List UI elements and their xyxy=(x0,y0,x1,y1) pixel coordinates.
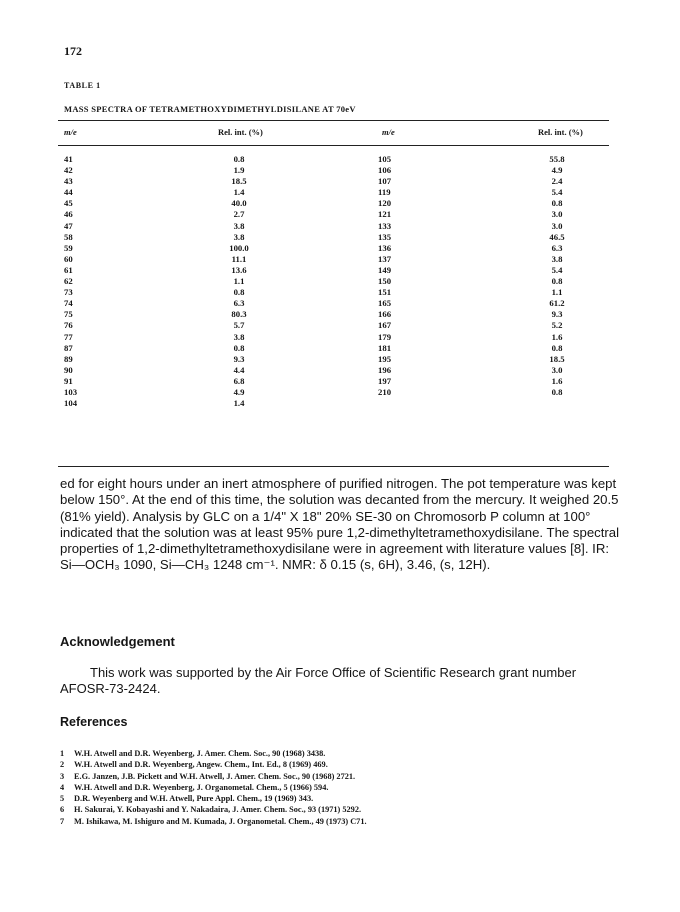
table-cell: 1.4 xyxy=(233,398,245,409)
table-row xyxy=(64,354,610,365)
table-cell: 61.2 xyxy=(549,298,565,309)
table-row xyxy=(64,276,610,287)
table-row xyxy=(64,165,610,176)
table-cell: 1.6 xyxy=(551,331,563,342)
table-cell: 120 xyxy=(378,198,392,209)
table-row xyxy=(64,387,610,398)
reference-number: 6 xyxy=(60,805,65,815)
table-cell: 5.4 xyxy=(551,187,563,198)
table-cell: 179 xyxy=(378,331,392,342)
table-row xyxy=(64,209,610,220)
table-cell: 3.0 xyxy=(551,209,563,220)
table-cell: 2.4 xyxy=(551,176,563,187)
table-cell: 43 xyxy=(64,176,73,187)
table-cell: 46.5 xyxy=(549,231,565,242)
table-row xyxy=(64,176,610,187)
table-row xyxy=(64,343,610,354)
table-cell: 6.3 xyxy=(233,298,245,309)
table-cell: 0.8 xyxy=(233,154,245,164)
table-cell: 210 xyxy=(378,386,392,397)
table-row xyxy=(64,376,610,387)
reference-number: 2 xyxy=(60,760,65,770)
reference-item xyxy=(60,782,620,793)
table-row xyxy=(64,298,610,309)
table-cell: 18.5 xyxy=(549,353,565,364)
table-cell: 103 xyxy=(64,386,78,397)
table-cell: 58 xyxy=(64,231,73,242)
table-cell: 61 xyxy=(64,264,73,275)
body-paragraph-text: ed for eight hours under an inert atmosphere of purified nitrogen. The pot temperature was kept below 150°. At the end of this time, the solution was decanted from the mercury. It weighed 20.5 (81% yield). Analysis by GLC on a 1/4" X 18" 20% SE-30 on Chromosorb P column at 100° indicated that the solution was at least 95% pure 1,2-dimethyltetramethoxydisilane. The spectral properties of 1,2-dimethyltetramethoxydisilane were in agreement with literature values [8]. IR: Si—OCH₃ 1090, Si—CH₃ 1248 cm⁻¹. NMR: δ 0.15 (s, 6H), 3.46, (s, 12H). xyxy=(60,476,620,573)
table-cell: 3.8 xyxy=(233,331,245,342)
reference-text: M. Ishikawa, M. Ishiguro and M. Kumada, J. Organometal. Chem., 49 (1973) C71. xyxy=(74,816,367,826)
page-number: 172 xyxy=(64,44,82,58)
table-row xyxy=(64,154,610,165)
table-cell: 107 xyxy=(378,176,392,187)
table-cell: 5.7 xyxy=(233,320,245,331)
acknowledgement-text: This work was supported by the Air Force Office of Scientific Research grant number AFOSR-73-2424. xyxy=(60,665,577,696)
table-cell: 90 xyxy=(64,364,73,375)
table-cell: 47 xyxy=(64,220,73,231)
table-row xyxy=(64,398,610,409)
table-cell: 165 xyxy=(378,298,392,309)
table-cell: 80.3 xyxy=(231,309,247,320)
table-header-rule xyxy=(58,145,609,146)
table-cell: 105 xyxy=(378,154,392,164)
table-row xyxy=(64,221,610,232)
table-cell: 3.8 xyxy=(551,253,563,264)
table-cell: 55.8 xyxy=(549,154,565,164)
table-cell: 75 xyxy=(64,309,73,320)
table-cell: 0.8 xyxy=(233,287,245,298)
reference-text: W.H. Atwell and D.R. Weyenberg, J. Organometal. Chem., 5 (1966) 594. xyxy=(74,782,329,792)
table-cell: 89 xyxy=(64,353,73,364)
table-cell: 42 xyxy=(64,165,73,176)
body-paragraph xyxy=(60,476,620,574)
table-row xyxy=(64,232,610,243)
table-cell: 133 xyxy=(378,220,392,231)
reference-text: D.R. Weyenberg and W.H. Atwell, Pure Appl. Chem., 19 (1969) 343. xyxy=(74,794,314,804)
header-mass-charge-2: m/e xyxy=(382,127,395,137)
table-cell: 151 xyxy=(378,287,392,298)
table-cell: 40.0 xyxy=(231,198,247,209)
table-cell: 3.8 xyxy=(233,220,245,231)
table-cell: 18.5 xyxy=(231,176,247,187)
table-cell: 149 xyxy=(378,264,392,275)
table-cell: 136 xyxy=(378,242,392,253)
table-cell: 150 xyxy=(378,276,392,287)
reference-number: 3 xyxy=(60,771,65,781)
table-cell: 135 xyxy=(378,231,392,242)
table-cell: 6.8 xyxy=(233,375,245,386)
table-label: TABLE 1 xyxy=(64,81,101,90)
table-row xyxy=(64,320,610,331)
table-cell: 104 xyxy=(64,398,78,409)
table-row xyxy=(64,187,610,198)
table-cell: 44 xyxy=(64,187,73,198)
table-cell: 3.0 xyxy=(551,364,563,375)
references-list xyxy=(60,748,620,827)
table-cell: 195 xyxy=(378,353,392,364)
table-cell: 11.1 xyxy=(231,253,247,264)
table-top-rule xyxy=(58,120,609,121)
table-cell: 46 xyxy=(64,209,73,220)
reference-item xyxy=(60,816,620,827)
acknowledgement-heading: Acknowledgement xyxy=(60,634,175,649)
reference-text: E.G. Janzen, J.B. Pickett and W.H. Atwell, J. Amer. Chem. Soc., 90 (1968) 2721. xyxy=(74,771,356,781)
reference-number: 7 xyxy=(60,816,65,826)
table-row xyxy=(64,265,610,276)
reference-number: 5 xyxy=(60,794,65,804)
table-cell: 5.2 xyxy=(551,320,563,331)
table-cell: 5.4 xyxy=(551,264,563,275)
table-cell: 3.8 xyxy=(233,231,245,242)
table-cell: 1.4 xyxy=(233,187,245,198)
table-cell: 166 xyxy=(378,309,392,320)
table-cell: 73 xyxy=(64,287,73,298)
table-cell: 0.8 xyxy=(551,276,563,287)
reference-item xyxy=(60,793,620,804)
table-cell: 197 xyxy=(378,375,392,386)
table-cell: 74 xyxy=(64,298,73,309)
references-heading: References xyxy=(60,715,128,729)
table-cell: 9.3 xyxy=(233,353,245,364)
table-cell: 62 xyxy=(64,276,73,287)
table-cell: 3.0 xyxy=(551,220,563,231)
table-cell: 13.6 xyxy=(231,264,247,275)
table-title: MASS SPECTRA OF TETRAMETHOXYDIMETHYLDISILANE AT 70eV xyxy=(64,104,356,114)
reference-item xyxy=(60,771,620,782)
table-cell: 91 xyxy=(64,375,73,386)
table-cell: 6.3 xyxy=(551,242,563,253)
table-cell: 121 xyxy=(378,209,392,220)
table-cell: 2.7 xyxy=(233,209,245,220)
table-cell: 0.8 xyxy=(233,342,245,353)
table-cell: 196 xyxy=(378,364,392,375)
reference-text: W.H. Atwell and D.R. Weyenberg, J. Amer. Chem. Soc., 90 (1968) 3438. xyxy=(74,749,326,758)
reference-text: H. Sakurai, Y. Kobayashi and Y. Nakadaira, J. Amer. Chem. Soc., 93 (1971) 5292. xyxy=(74,805,362,815)
table-cell: 0.8 xyxy=(551,386,563,397)
reference-item xyxy=(60,748,620,759)
table-cell: 4.9 xyxy=(551,165,563,176)
reference-item xyxy=(60,759,620,770)
table-cell: 0.8 xyxy=(551,342,563,353)
table-row xyxy=(64,254,610,265)
table-cell: 1.1 xyxy=(233,276,245,287)
table-cell: 100.0 xyxy=(229,242,249,253)
table-row xyxy=(64,309,610,320)
header-rel-int-2: Rel. int. (%) xyxy=(538,127,583,137)
reference-text: W.H. Atwell and D.R. Weyenberg, Angew. Chem., Int. Ed., 8 (1969) 469. xyxy=(74,760,328,770)
table-cell: 41 xyxy=(64,154,73,164)
reference-item xyxy=(60,804,620,815)
table-row xyxy=(64,243,610,254)
table-cell: 4.9 xyxy=(233,386,245,397)
table-bottom-rule xyxy=(58,466,609,467)
table-cell: 1.6 xyxy=(551,375,563,386)
table-cell: 181 xyxy=(378,342,392,353)
table-row xyxy=(64,332,610,343)
table-cell: 0.8 xyxy=(551,198,563,209)
table-cell: 45 xyxy=(64,198,73,209)
table-cell: 106 xyxy=(378,165,392,176)
table-cell: 9.3 xyxy=(551,309,563,320)
table-cell: 77 xyxy=(64,331,73,342)
header-rel-int-1: Rel. int. (%) xyxy=(218,127,263,137)
table-cell: 4.4 xyxy=(233,364,245,375)
table-cell: 167 xyxy=(378,320,392,331)
table-row xyxy=(64,365,610,376)
table-cell: 76 xyxy=(64,320,73,331)
table-cell: 59 xyxy=(64,242,73,253)
table-row xyxy=(64,287,610,298)
table-cell: 137 xyxy=(378,253,392,264)
table-cell: 1.1 xyxy=(551,287,563,298)
table-cell: 60 xyxy=(64,253,73,264)
table-body xyxy=(64,154,610,409)
reference-number: 1 xyxy=(60,749,65,758)
table-row xyxy=(64,198,610,209)
table-cell: 119 xyxy=(378,187,391,198)
header-mass-charge-1: m/e xyxy=(64,127,77,137)
table-cell: 87 xyxy=(64,342,73,353)
table-cell: 1.9 xyxy=(233,165,245,176)
reference-number: 4 xyxy=(60,782,65,792)
